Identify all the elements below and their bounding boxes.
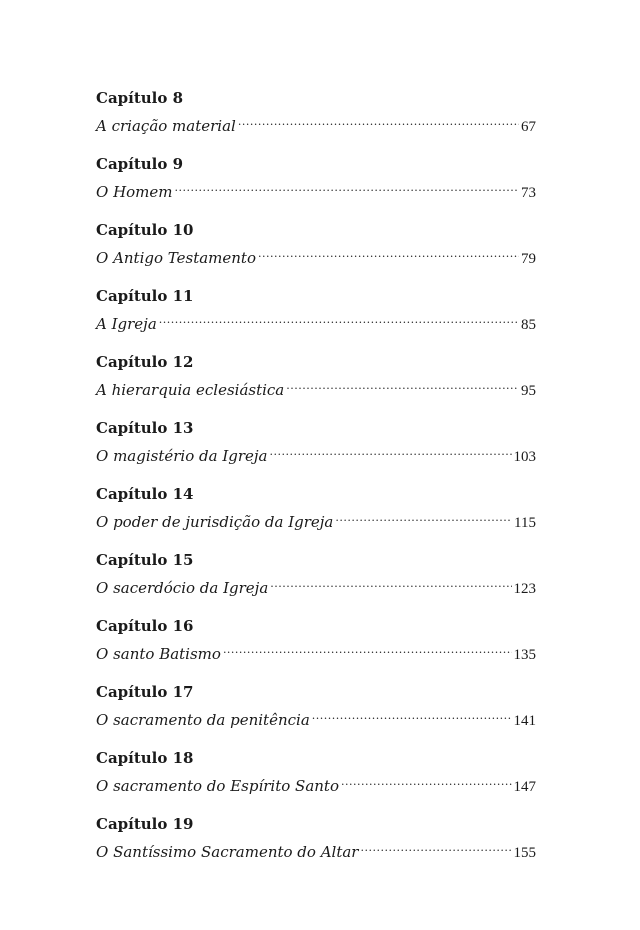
toc-line xyxy=(96,835,536,861)
toc-entry[interactable] xyxy=(96,681,536,747)
chapter-title: A Igreja xyxy=(96,315,157,333)
page-number: 115 xyxy=(514,515,536,531)
page-number: 135 xyxy=(513,647,536,663)
dot-leader xyxy=(238,109,519,131)
dot-leader xyxy=(223,637,512,659)
toc-line xyxy=(96,769,536,795)
chapter-title: O Antigo Testamento xyxy=(96,249,256,267)
toc-line xyxy=(96,373,536,399)
chapter-heading: Capítulo 16 xyxy=(96,617,194,635)
chapter-title: A hierarquia eclesiástica xyxy=(96,381,285,399)
page-number: 141 xyxy=(513,713,536,729)
toc-entry[interactable] xyxy=(96,285,536,351)
dot-leader xyxy=(159,307,519,329)
page-number: 73 xyxy=(521,185,536,201)
dot-leader xyxy=(360,835,511,857)
page-number: 155 xyxy=(513,845,536,861)
chapter-heading: Capítulo 19 xyxy=(96,815,194,833)
toc-entry[interactable] xyxy=(96,417,536,483)
chapter-heading: Capítulo 17 xyxy=(96,683,194,701)
toc-line xyxy=(96,703,536,729)
page-number: 123 xyxy=(513,581,536,597)
chapter-heading: Capítulo 11 xyxy=(96,287,194,305)
chapter-title: O poder de jurisdição da Igreja xyxy=(96,513,334,531)
table-of-contents xyxy=(96,87,536,879)
chapter-heading: Capítulo 12 xyxy=(96,353,194,371)
toc-entry[interactable] xyxy=(96,747,536,813)
chapter-heading: Capítulo 18 xyxy=(96,749,194,767)
toc-entry[interactable] xyxy=(96,351,536,417)
toc-line xyxy=(96,241,536,267)
toc-entry[interactable] xyxy=(96,87,536,153)
toc-line xyxy=(96,307,536,333)
dot-leader xyxy=(335,505,512,527)
dot-leader xyxy=(258,241,519,263)
toc-line xyxy=(96,109,536,135)
page-number: 67 xyxy=(521,119,536,135)
toc-entry[interactable] xyxy=(96,813,536,879)
chapter-heading: Capítulo 14 xyxy=(96,485,194,503)
dot-leader xyxy=(270,571,511,593)
toc-entry[interactable] xyxy=(96,219,536,285)
toc-line xyxy=(96,571,536,597)
toc-line xyxy=(96,175,536,201)
chapter-heading: Capítulo 15 xyxy=(96,551,194,569)
page-number: 103 xyxy=(513,449,536,465)
dot-leader xyxy=(312,703,512,725)
chapter-heading: Capítulo 9 xyxy=(96,155,184,173)
toc-line xyxy=(96,505,536,531)
dot-leader xyxy=(269,439,511,461)
dot-leader xyxy=(341,769,512,791)
toc-entry[interactable] xyxy=(96,549,536,615)
toc-line xyxy=(96,439,536,465)
toc-entry[interactable] xyxy=(96,483,536,549)
toc-line xyxy=(96,637,536,663)
chapter-title: O sacramento da penitência xyxy=(96,711,310,729)
dot-leader xyxy=(286,373,519,395)
page-number: 79 xyxy=(521,251,536,267)
chapter-title: O santo Batismo xyxy=(96,645,221,663)
chapter-title: O sacramento do Espírito Santo xyxy=(96,777,339,795)
chapter-heading: Capítulo 13 xyxy=(96,419,194,437)
toc-entry[interactable] xyxy=(96,153,536,219)
page-number: 85 xyxy=(521,317,536,333)
chapter-title: O Homem xyxy=(96,183,173,201)
chapter-title: O sacerdócio da Igreja xyxy=(96,579,269,597)
page-number: 147 xyxy=(513,779,536,795)
chapter-title: A criação material xyxy=(96,117,236,135)
chapter-title: O Santíssimo Sacramento do Altar xyxy=(96,843,359,861)
dot-leader xyxy=(175,175,519,197)
chapter-heading: Capítulo 8 xyxy=(96,89,184,107)
toc-entry[interactable] xyxy=(96,615,536,681)
chapter-heading: Capítulo 10 xyxy=(96,221,194,239)
chapter-title: O magistério da Igreja xyxy=(96,447,268,465)
page-number: 95 xyxy=(521,383,536,399)
